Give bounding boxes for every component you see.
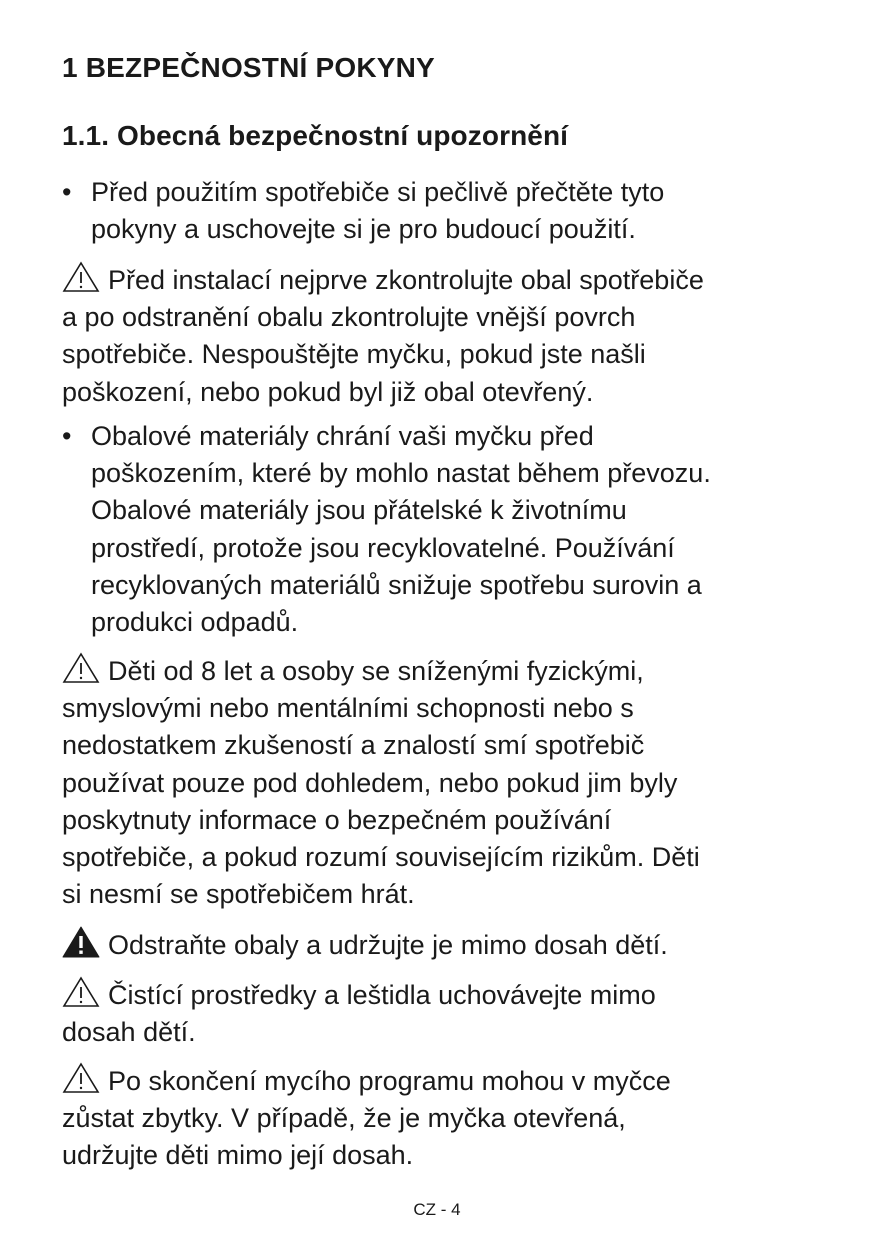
text-line xyxy=(62,1062,822,1100)
text-line xyxy=(62,261,822,299)
warning-filled-icon xyxy=(62,926,100,956)
text-line: smyslovými nebo mentálními schopnosti nebo s xyxy=(62,693,634,724)
text-line: používat pouze pod dohledem, nebo pokud jim byly xyxy=(62,767,678,798)
text-line: pokyny a uschovejte si je pro budoucí použití. xyxy=(91,214,636,245)
text-line: Před použitím spotřebiče si pečlivě přečtěte tyto xyxy=(91,177,665,207)
text-line: prostředí, protože jsou recyklovatelné. Používání xyxy=(91,532,675,563)
warning-detergents xyxy=(62,976,822,1051)
text-line: poškozením, které by mohlo nastat během převozu. xyxy=(91,458,711,489)
text-line: spotřebiče. Nespouštějte myčku, pokud jste našli xyxy=(62,339,646,370)
text-line: si nesmí se spotřebičem hrát. xyxy=(62,879,415,910)
warning-outline-icon xyxy=(62,976,100,1006)
text-line: Obalové materiály chrání vaši myčku před xyxy=(91,421,594,451)
text-line-content: Čistící prostředky a leštidla uchovávejte mimo xyxy=(108,980,656,1010)
warning-children-supervision xyxy=(62,652,822,913)
warning-check-packaging xyxy=(62,261,822,411)
text-line-content: Odstraňte obaly a udržujte je mimo dosah dětí. xyxy=(108,930,668,960)
warning-outline-icon xyxy=(62,261,100,291)
text-line: produkci odpadů. xyxy=(91,607,299,638)
text-line: a po odstranění obalu zkontrolujte vnější povrch xyxy=(62,302,636,333)
text-line: poskytnuty informace o bezpečném používání xyxy=(62,804,612,835)
text-line: recyklovaných materiálů snižuje spotřebu surovin a xyxy=(91,569,702,600)
bullet-mark: • xyxy=(62,421,72,451)
text-line xyxy=(62,652,822,690)
text-line-content: Po skončení mycího programu mohou v myčce xyxy=(108,1066,671,1096)
text-line xyxy=(62,976,822,1014)
warning-outline-icon xyxy=(62,652,100,682)
section-heading: 1 BEZPEČNOSTNÍ POKYNY xyxy=(62,52,435,83)
warning-residues xyxy=(62,1062,822,1175)
text-line: Obalové materiály jsou přátelské k životnímu xyxy=(91,495,627,526)
bullet-item-packaging-materials xyxy=(62,418,822,641)
bullet-mark: • xyxy=(62,177,72,207)
text-line: spotřebiče, a pokud rozumí souvisejícím rizikům. Děti xyxy=(62,842,700,873)
text-line-content: Před instalací nejprve zkontrolujte obal spotřebiče xyxy=(108,265,704,295)
bullet-item-read-instructions xyxy=(62,174,822,248)
text-line: poškození, nebo pokud byl již obal otevřený. xyxy=(62,376,594,407)
text-line: udržujte děti mimo její dosah. xyxy=(62,1140,414,1171)
text-line xyxy=(62,926,822,964)
text-line: zůstat zbytky. V případě, že je myčka otevřená, xyxy=(62,1103,626,1134)
text-line-content: Děti od 8 let a osoby se sníženými fyzickými, xyxy=(108,656,644,686)
warning-outline-icon xyxy=(62,1062,100,1092)
text-line: dosah dětí. xyxy=(62,1017,196,1048)
subsection-heading: 1.1. Obecná bezpečnostní upozornění xyxy=(62,120,569,151)
warning-remove-packaging xyxy=(62,926,822,964)
page-number: CZ - 4 xyxy=(413,1200,461,1219)
text-line: nedostatkem zkušeností a znalostí smí spotřebič xyxy=(62,730,645,761)
